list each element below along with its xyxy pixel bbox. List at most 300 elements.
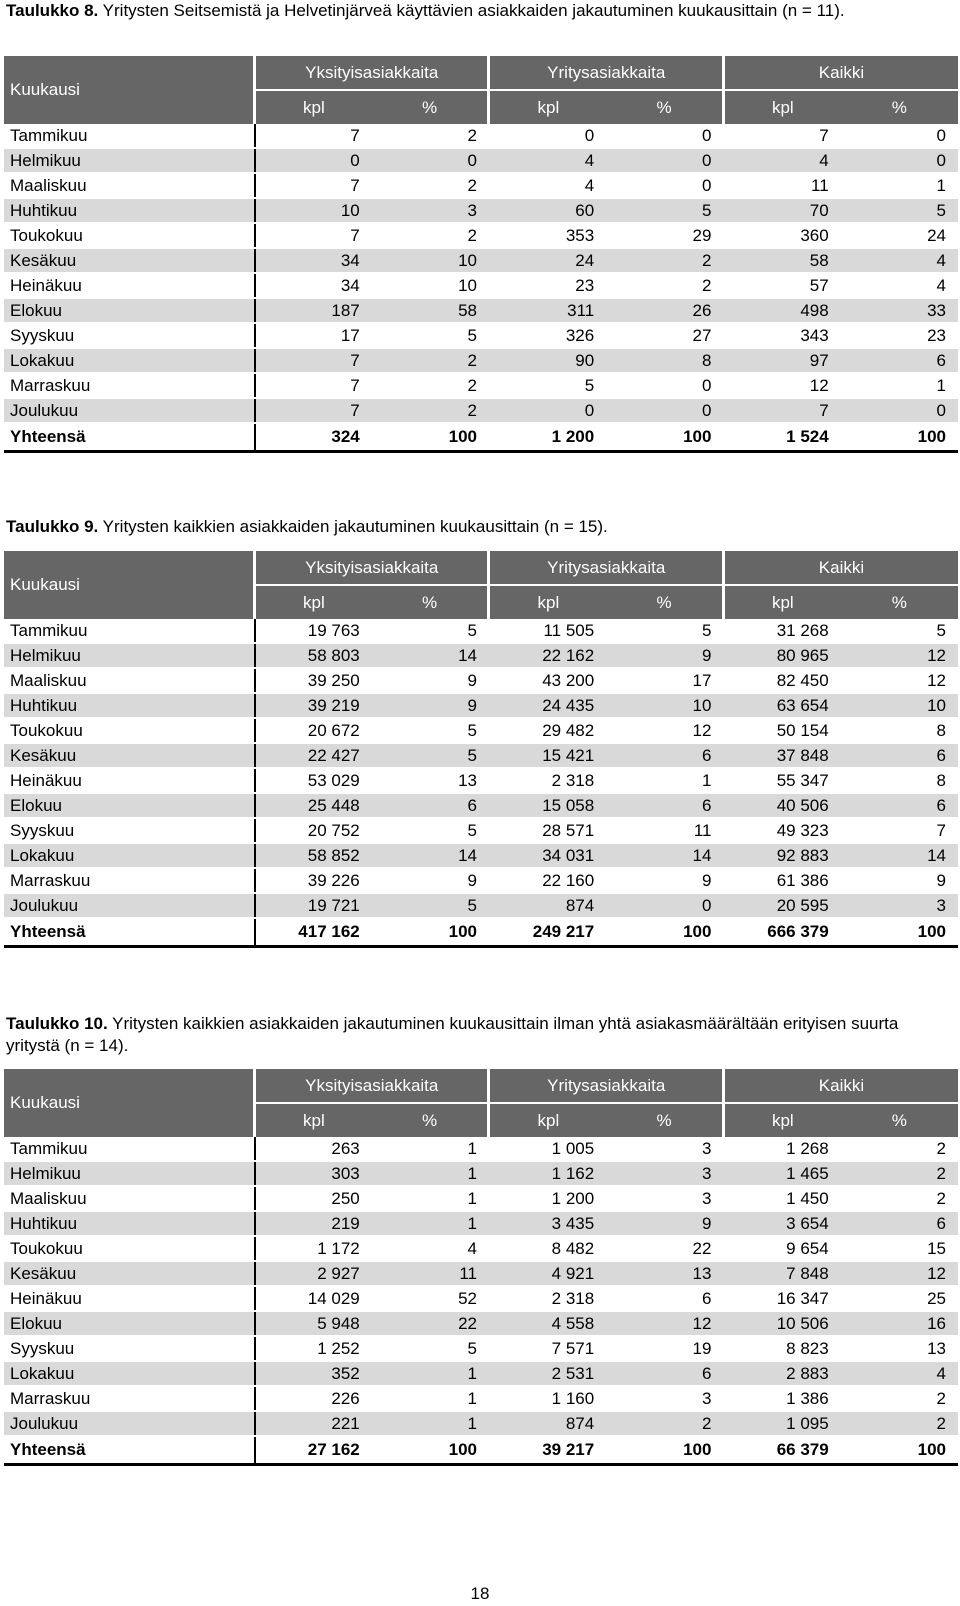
month-cell: Tammikuu [4,619,255,643]
table-row [4,298,958,323]
value-cell: 2 [841,1411,958,1436]
value-cell: 1 [841,373,958,398]
total-value-cell: 100 [606,1436,723,1465]
month-cell: Heinäkuu [4,1286,255,1311]
value-cell: 5 [372,893,489,918]
value-cell: 49 323 [723,818,840,843]
column-subheader: % [606,90,723,124]
value-cell: 10 [606,693,723,718]
table-10-caption-label: Taulukko 10. [6,1014,108,1033]
total-value-cell: 100 [372,423,489,452]
value-cell: 31 268 [723,619,840,643]
month-cell: Toukokuu [4,223,255,248]
column-subheader: % [372,585,489,619]
value-cell: 2 318 [489,1286,606,1311]
month-cell: Huhtikuu [4,198,255,223]
value-cell: 82 450 [723,668,840,693]
value-cell: 4 558 [489,1311,606,1336]
total-value-cell: 100 [372,1436,489,1465]
value-cell: 3 [606,1137,723,1161]
column-subheader: kpl [489,90,606,124]
value-cell: 9 [372,668,489,693]
value-cell: 3 654 [723,1211,840,1236]
value-cell: 58 852 [255,843,372,868]
value-cell: 7 [255,348,372,373]
month-cell: Syyskuu [4,1336,255,1361]
total-value-cell: 66 379 [723,1436,840,1465]
value-cell: 58 803 [255,643,372,668]
value-cell: 34 [255,273,372,298]
value-cell: 20 672 [255,718,372,743]
value-cell: 10 [841,693,958,718]
value-cell: 13 [372,768,489,793]
value-cell: 6 [841,1211,958,1236]
value-cell: 11 [372,1261,489,1286]
value-cell: 14 [841,843,958,868]
value-cell: 8 482 [489,1236,606,1261]
value-cell: 20 595 [723,893,840,918]
value-cell: 2 [841,1186,958,1211]
value-cell: 5 [841,198,958,223]
value-cell: 303 [255,1161,372,1186]
table-row [4,1286,958,1311]
value-cell: 5 [372,619,489,643]
value-cell: 3 [606,1386,723,1411]
month-cell: Huhtikuu [4,1211,255,1236]
value-cell: 1 268 [723,1137,840,1161]
column-subheader: kpl [255,1103,372,1137]
table-row [4,768,958,793]
value-cell: 8 823 [723,1336,840,1361]
column-subheader: % [606,585,723,619]
value-cell: 19 721 [255,893,372,918]
month-cell: Joulukuu [4,398,255,423]
value-cell: 352 [255,1361,372,1386]
value-cell: 1 [606,768,723,793]
value-cell: 0 [841,148,958,173]
value-cell: 14 [606,843,723,868]
total-value-cell: 417 162 [255,918,372,947]
value-cell: 16 [841,1311,958,1336]
table-8 [4,56,958,453]
table-row [4,619,958,643]
value-cell: 221 [255,1411,372,1436]
value-cell: 1 [372,1161,489,1186]
value-cell: 11 [606,818,723,843]
month-cell: Syyskuu [4,323,255,348]
value-cell: 10 506 [723,1311,840,1336]
month-cell: Lokakuu [4,843,255,868]
table-row [4,348,958,373]
value-cell: 22 [606,1236,723,1261]
value-cell: 2 [372,124,489,148]
value-cell: 5 [372,323,489,348]
value-cell: 43 200 [489,668,606,693]
value-cell: 9 [372,693,489,718]
column-group-header: Yritysasiakkaita [489,1069,723,1103]
value-cell: 10 [372,273,489,298]
value-cell: 9 [606,643,723,668]
value-cell: 6 [606,793,723,818]
table-row [4,1161,958,1186]
value-cell: 0 [606,124,723,148]
column-subheader: kpl [255,90,372,124]
value-cell: 8 [841,768,958,793]
value-cell: 97 [723,348,840,373]
value-cell: 9 [841,868,958,893]
value-cell: 61 386 [723,868,840,893]
value-cell: 2 [372,348,489,373]
value-cell: 3 [841,893,958,918]
value-cell: 2 [841,1386,958,1411]
table-row [4,1211,958,1236]
value-cell: 9 [606,1211,723,1236]
value-cell: 13 [606,1261,723,1286]
value-cell: 2 [372,173,489,198]
value-cell: 12 [841,643,958,668]
total-value-cell: 100 [606,918,723,947]
value-cell: 1 005 [489,1137,606,1161]
table-8-caption-label: Taulukko 8. [6,1,99,20]
table-10-caption-text: Yritysten kaikkien asiakkaiden jakautuminen kuukausittain ilman yhtä asiakasmäärältään erityisen suurta yritystä (n = 14). [6,1014,899,1055]
month-cell: Kesäkuu [4,248,255,273]
value-cell: 4 [841,273,958,298]
value-cell: 263 [255,1137,372,1161]
value-cell: 1 [372,1186,489,1211]
total-value-cell: 27 162 [255,1436,372,1465]
value-cell: 874 [489,893,606,918]
value-cell: 39 219 [255,693,372,718]
value-cell: 1 200 [489,1186,606,1211]
table-row [4,793,958,818]
value-cell: 0 [606,173,723,198]
column-subheader: % [841,585,958,619]
value-cell: 6 [841,743,958,768]
column-subheader: kpl [723,1103,840,1137]
value-cell: 2 [372,398,489,423]
value-cell: 187 [255,298,372,323]
total-value-cell: 100 [372,918,489,947]
value-cell: 52 [372,1286,489,1311]
table-row [4,198,958,223]
value-cell: 5 948 [255,1311,372,1336]
table-row [4,173,958,198]
month-cell: Syyskuu [4,818,255,843]
value-cell: 311 [489,298,606,323]
value-cell: 0 [841,124,958,148]
table-row [4,148,958,173]
value-cell: 12 [841,1261,958,1286]
value-cell: 3 [372,198,489,223]
value-cell: 12 [841,668,958,693]
value-cell: 4 [489,148,606,173]
value-cell: 343 [723,323,840,348]
value-cell: 14 [372,843,489,868]
value-cell: 22 427 [255,743,372,768]
value-cell: 3 [606,1186,723,1211]
total-value-cell: 324 [255,423,372,452]
value-cell: 9 [372,868,489,893]
month-cell: Helmikuu [4,1161,255,1186]
total-value-cell: 100 [841,423,958,452]
value-cell: 0 [606,893,723,918]
value-cell: 10 [255,198,372,223]
table-row [4,868,958,893]
value-cell: 25 448 [255,793,372,818]
value-cell: 15 421 [489,743,606,768]
total-value-cell: 39 217 [489,1436,606,1465]
month-cell: Huhtikuu [4,693,255,718]
value-cell: 7 [723,398,840,423]
value-cell: 1 386 [723,1386,840,1411]
value-cell: 22 162 [489,643,606,668]
total-row [4,423,958,452]
value-cell: 226 [255,1386,372,1411]
table-row [4,248,958,273]
column-group-header: Yritysasiakkaita [489,551,723,585]
value-cell: 33 [841,298,958,323]
value-cell: 7 [255,173,372,198]
table-row [4,1361,958,1386]
column-subheader: kpl [255,585,372,619]
column-subheader: kpl [723,585,840,619]
value-cell: 1 252 [255,1336,372,1361]
month-cell: Helmikuu [4,643,255,668]
value-cell: 57 [723,273,840,298]
table-row [4,323,958,348]
column-group-header: Yksityisasiakkaita [255,551,489,585]
column-group-header: Yksityisasiakkaita [255,56,489,90]
total-label-cell: Yhteensä [4,1436,255,1465]
value-cell: 28 571 [489,818,606,843]
total-value-cell: 666 379 [723,918,840,947]
column-group-header: Yksityisasiakkaita [255,1069,489,1103]
value-cell: 1 [841,173,958,198]
value-cell: 10 [372,248,489,273]
column-header-month: Kuukausi [4,1069,255,1137]
value-cell: 9 [606,868,723,893]
month-cell: Kesäkuu [4,1261,255,1286]
month-cell: Toukokuu [4,718,255,743]
total-value-cell: 249 217 [489,918,606,947]
value-cell: 70 [723,198,840,223]
month-cell: Kesäkuu [4,743,255,768]
value-cell: 1 [372,1211,489,1236]
value-cell: 23 [841,323,958,348]
value-cell: 5 [372,743,489,768]
column-subheader: % [841,90,958,124]
value-cell: 34 [255,248,372,273]
value-cell: 17 [606,668,723,693]
header-group-row [4,56,958,90]
table-row [4,843,958,868]
table-row [4,223,958,248]
value-cell: 19 763 [255,619,372,643]
value-cell: 7 [255,124,372,148]
column-header-month: Kuukausi [4,551,255,619]
month-cell: Elokuu [4,793,255,818]
value-cell: 58 [723,248,840,273]
total-label-cell: Yhteensä [4,918,255,947]
value-cell: 9 654 [723,1236,840,1261]
value-cell: 2 [372,223,489,248]
table-row [4,1236,958,1261]
column-group-header: Kaikki [723,1069,958,1103]
value-cell: 6 [841,793,958,818]
column-subheader: % [372,1103,489,1137]
value-cell: 80 965 [723,643,840,668]
value-cell: 29 482 [489,718,606,743]
table-row [4,1411,958,1436]
value-cell: 34 031 [489,843,606,868]
value-cell: 12 [606,718,723,743]
value-cell: 4 [489,173,606,198]
month-cell: Tammikuu [4,1137,255,1161]
month-cell: Marraskuu [4,868,255,893]
value-cell: 20 752 [255,818,372,843]
month-cell: Heinäkuu [4,273,255,298]
table-row [4,718,958,743]
table-row [4,1137,958,1161]
month-cell: Joulukuu [4,1411,255,1436]
value-cell: 58 [372,298,489,323]
table-row [4,643,958,668]
value-cell: 7 [255,398,372,423]
value-cell: 1 162 [489,1161,606,1186]
column-group-header: Kaikki [723,56,958,90]
value-cell: 12 [606,1311,723,1336]
total-value-cell: 1 524 [723,423,840,452]
table-row [4,743,958,768]
value-cell: 12 [723,373,840,398]
value-cell: 2 [606,1411,723,1436]
value-cell: 5 [372,718,489,743]
header-group-row [4,1069,958,1103]
value-cell: 2 [606,248,723,273]
value-cell: 0 [489,398,606,423]
value-cell: 53 029 [255,768,372,793]
month-cell: Maaliskuu [4,1186,255,1211]
column-subheader: % [372,90,489,124]
value-cell: 0 [372,148,489,173]
value-cell: 1 160 [489,1386,606,1411]
table-row [4,818,958,843]
value-cell: 7 848 [723,1261,840,1286]
value-cell: 8 [606,348,723,373]
month-cell: Heinäkuu [4,768,255,793]
value-cell: 2 318 [489,768,606,793]
value-cell: 1 [372,1361,489,1386]
value-cell: 360 [723,223,840,248]
value-cell: 219 [255,1211,372,1236]
value-cell: 6 [841,348,958,373]
value-cell: 2 [372,373,489,398]
table-row [4,693,958,718]
value-cell: 14 029 [255,1286,372,1311]
value-cell: 39 226 [255,868,372,893]
value-cell: 25 [841,1286,958,1311]
value-cell: 15 [841,1236,958,1261]
table-row [4,1311,958,1336]
value-cell: 63 654 [723,693,840,718]
value-cell: 2 927 [255,1261,372,1286]
column-subheader: % [841,1103,958,1137]
table-9-caption-label: Taulukko 9. [6,517,99,536]
table-row [4,124,958,148]
value-cell: 24 [489,248,606,273]
table-row [4,1386,958,1411]
total-row [4,918,958,947]
column-group-header: Yritysasiakkaita [489,56,723,90]
value-cell: 1 [372,1411,489,1436]
month-cell: Toukokuu [4,1236,255,1261]
value-cell: 0 [841,398,958,423]
value-cell: 11 505 [489,619,606,643]
value-cell: 7 [723,124,840,148]
value-cell: 874 [489,1411,606,1436]
value-cell: 90 [489,348,606,373]
value-cell: 15 058 [489,793,606,818]
value-cell: 22 [372,1311,489,1336]
month-cell: Elokuu [4,1311,255,1336]
value-cell: 1 172 [255,1236,372,1261]
table-9-caption-text: Yritysten kaikkien asiakkaiden jakautuminen kuukausittain (n = 15). [98,517,608,536]
value-cell: 2 531 [489,1361,606,1386]
value-cell: 1 [372,1386,489,1411]
value-cell: 40 506 [723,793,840,818]
value-cell: 26 [606,298,723,323]
value-cell: 0 [606,398,723,423]
value-cell: 50 154 [723,718,840,743]
column-subheader: % [606,1103,723,1137]
value-cell: 92 883 [723,843,840,868]
value-cell: 1 [372,1137,489,1161]
table-row [4,273,958,298]
month-cell: Maaliskuu [4,173,255,198]
total-row [4,1436,958,1465]
table-row [4,1336,958,1361]
value-cell: 1 465 [723,1161,840,1186]
table-9-caption [6,516,944,538]
value-cell: 7 [255,373,372,398]
value-cell: 24 435 [489,693,606,718]
column-subheader: kpl [489,585,606,619]
column-header-month: Kuukausi [4,56,255,124]
value-cell: 8 [841,718,958,743]
value-cell: 5 [606,619,723,643]
header-group-row [4,551,958,585]
month-cell: Lokakuu [4,1361,255,1386]
table-8-caption-text: Yritysten Seitsemistä ja Helvetinjärveä käyttävien asiakkaiden jakautuminen kuukausittain (n = 11). [98,1,845,20]
month-cell: Tammikuu [4,124,255,148]
value-cell: 7 571 [489,1336,606,1361]
total-value-cell: 1 200 [489,423,606,452]
value-cell: 2 [841,1161,958,1186]
month-cell: Marraskuu [4,373,255,398]
total-value-cell: 100 [841,918,958,947]
value-cell: 5 [489,373,606,398]
value-cell: 7 [841,818,958,843]
column-subheader: kpl [723,90,840,124]
value-cell: 6 [606,1361,723,1386]
value-cell: 60 [489,198,606,223]
value-cell: 5 [841,619,958,643]
value-cell: 22 160 [489,868,606,893]
column-group-header: Kaikki [723,551,958,585]
table-row [4,1261,958,1286]
value-cell: 29 [606,223,723,248]
total-value-cell: 100 [841,1436,958,1465]
